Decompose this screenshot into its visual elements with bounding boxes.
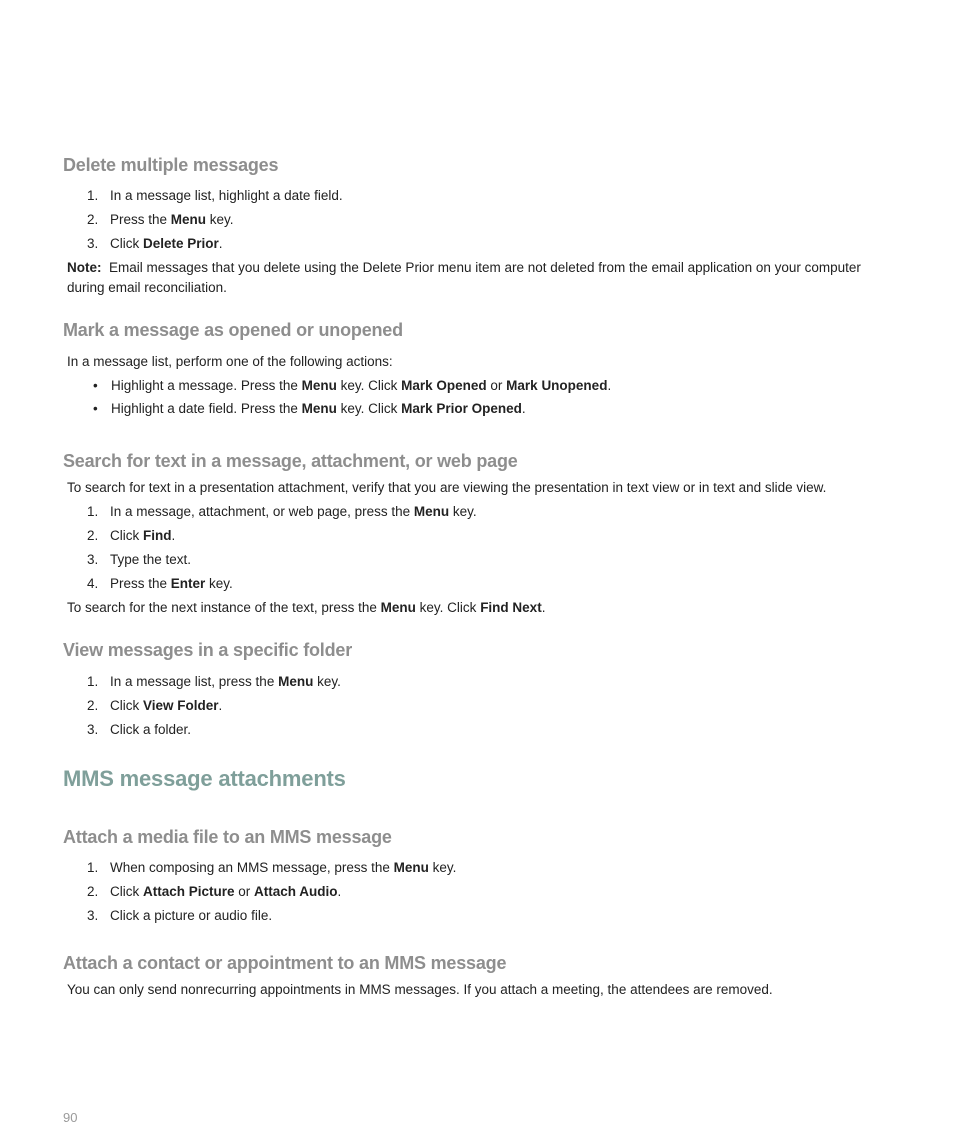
note-paragraph bbox=[67, 258, 897, 298]
heading-attach-media-file: Attach a media file to an MMS message bbox=[63, 827, 392, 847]
heading-delete-multiple-messages: Delete multiple messages bbox=[63, 155, 279, 175]
step-item: 2. Click Find. bbox=[87, 528, 176, 543]
step-item: 3. Click a folder. bbox=[87, 722, 192, 737]
step-item: 1. When composing an MMS message, press the Menu key. bbox=[87, 860, 457, 875]
step-item: 2. Press the Menu key. bbox=[87, 212, 234, 227]
note-label: Note: bbox=[67, 260, 102, 275]
heading-mark-opened-unopened: Mark a message as opened or unopened bbox=[63, 320, 403, 340]
bullet-item: • Highlight a date field. Press the Menu key. Click Mark Prior Opened. bbox=[93, 401, 526, 416]
intro-paragraph: To search for text in a presentation attachment, verify that you are viewing the presentation in text view or in text and slide view. bbox=[67, 480, 827, 495]
step-item: 1. In a message list, highlight a date field. bbox=[87, 188, 343, 203]
step-item: 2. Click Attach Picture or Attach Audio. bbox=[87, 884, 342, 899]
step-item: 1. In a message, attachment, or web page, press the Menu key. bbox=[87, 504, 477, 519]
note-text: Email messages that you delete using the Delete Prior menu item are not deleted from the email application on your computer during email reconciliation. bbox=[67, 260, 861, 295]
outro-paragraph: To search for the next instance of the text, press the Menu key. Click Find Next. bbox=[67, 600, 546, 615]
step-item: 1. In a message list, press the Menu key. bbox=[87, 674, 341, 689]
body-paragraph: You can only send nonrecurring appointments in MMS messages. If you attach a meeting, the attendees are removed. bbox=[67, 982, 773, 997]
heading-attach-contact-appointment: Attach a contact or appointment to an MMS message bbox=[63, 953, 507, 973]
step-item: 2. Click View Folder. bbox=[87, 698, 223, 713]
step-item: 4. Press the Enter key. bbox=[87, 576, 233, 591]
bullet-item: • Highlight a message. Press the Menu key. Click Mark Opened or Mark Unopened. bbox=[93, 378, 612, 393]
intro-paragraph: In a message list, perform one of the following actions: bbox=[67, 354, 393, 369]
heading-view-messages-folder: View messages in a specific folder bbox=[63, 640, 353, 660]
heading-search-for-text: Search for text in a message, attachment, or web page bbox=[63, 451, 518, 471]
step-item: 3. Click Delete Prior. bbox=[87, 236, 223, 251]
page-number: 90 bbox=[63, 1110, 78, 1125]
chapter-heading-mms-attachments: MMS message attachments bbox=[63, 766, 346, 791]
step-item: 3. Type the text. bbox=[87, 552, 192, 567]
step-item: 3. Click a picture or audio file. bbox=[87, 908, 273, 923]
